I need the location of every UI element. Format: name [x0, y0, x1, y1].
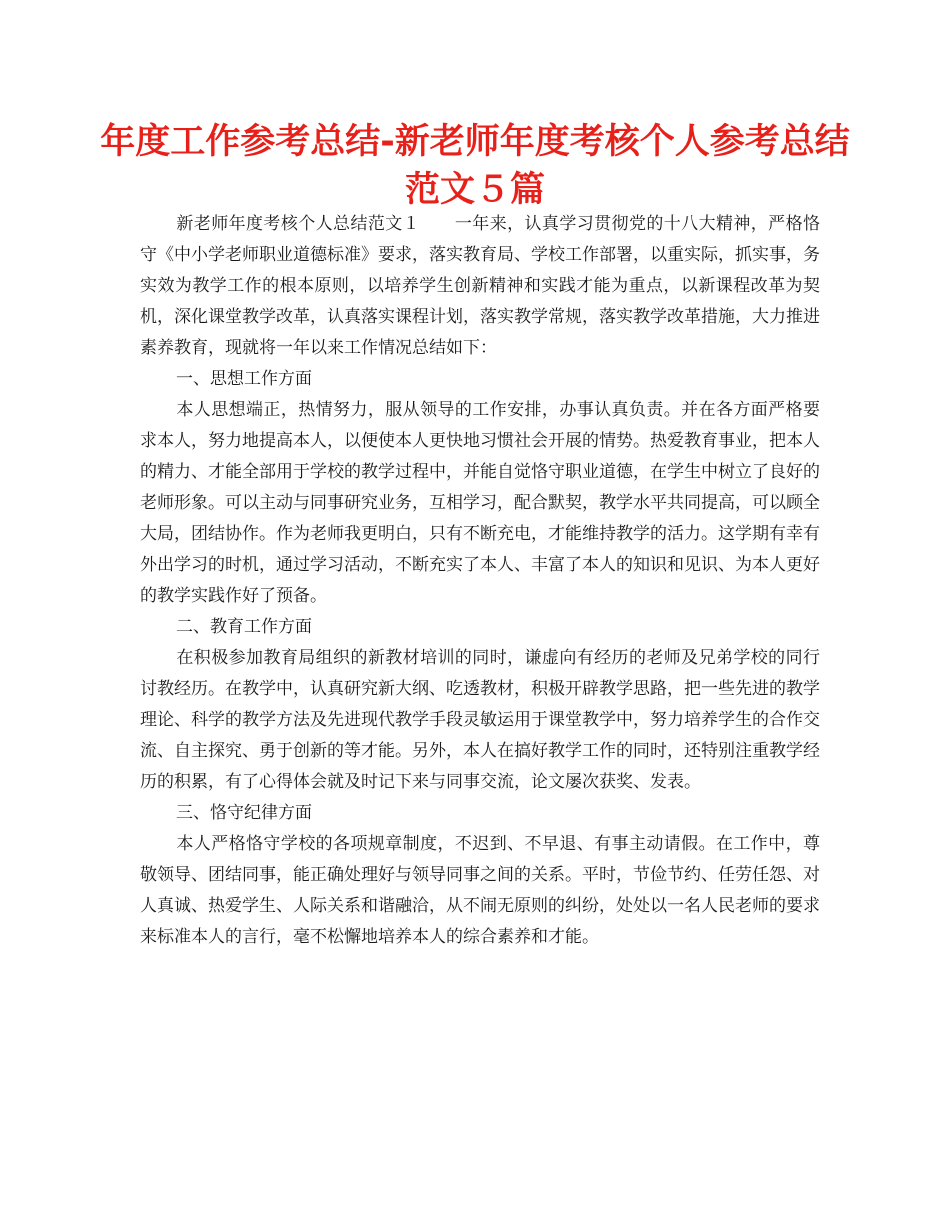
intro-text: 新老师年度考核个人总结范文１ 一年来，认真学习贯彻党的十八大精神，严格恪守《中小学老师职业道德标准》要求，落实教育局、学校工作部署，以重实际，抓实事，务实效为教学工作的根本原则，以培养学生创新精神和实践才能为重点，以新课程改革为契机，深化课堂教学改革，认真落实课程计划，落实教学常规，落实教学改革措施，大力推进素养教育，现就将一年以来工作情况总结如下：: [140, 214, 820, 358]
section-paragraph-text: 本人思想端正，热情努力，服从领导的工作安排，办事认真负责。并在各方面严格要求本人，努力地提高本人，以便使本人更快地习惯社会开展的情势。热爱教育事业，把本人的精力、才能全部用于学校的教学过程中，并能自觉恪守职业道德，在学生中树立了良好的老师形象。可以主动与同事研究业务，互相学习，配合默契，教学水平共同提高，可以顾全大局，团结协作。作为老师我更明白，只有不断充电，才能维持教学的活力。这学期有幸有外出学习的时机，通过学习活动，不断充实了本人、丰富了本人的知识和见识、为本人更好的教学实践作好了预备。: [140, 400, 820, 606]
section-heading-text: 一、思想工作方面: [176, 369, 312, 389]
document-title-line-2: 范文５篇: [404, 170, 545, 210]
section-paragraph-text: 本人严格恪守学校的各项规章制度，不迟到、不早退、有事主动请假。在工作中，尊敬领导、团结同事，能正确处理好与领导同事之间的关系。平时，节俭节约、任劳任怨、对人真诚、热爱学生、人际关系和谐融洽，从不闹无原则的纠纷，处处以一名人民老师的要求来标准本人的言行，毫不松懈地培养本人的综合素养和才能。: [140, 834, 820, 947]
section-paragraph-text: 在积极参加教育局组织的新教材培训的同时，谦虚向有经历的老师及兄弟学校的同行讨教经历。在教学中，认真研究新大纲、吃透教材，积极开辟教学思路，把一些先进的教学理论、科学的教学方法及先进现代教学手段灵敏运用于课堂教学中，努力培养学生的合作交流、自主探究、勇于创新的等才能。另外，本人在搞好教学工作的同时，还特别注重教学经历的积累，有了心得体会就及时记下来与同事交流，论文屡次获奖、发表。: [140, 648, 820, 792]
section-heading: [140, 798, 820, 829]
section-paragraph: [140, 643, 820, 798]
section-heading-text: 二、教育工作方面: [176, 617, 312, 637]
intro-paragraph: [140, 209, 820, 364]
section-paragraph: [140, 829, 820, 953]
section-heading-text: 三、恪守纪律方面: [176, 803, 312, 823]
section-heading: [140, 612, 820, 643]
document-title-line-1: 年度工作参考总结-新老师年度考核个人参考总结: [100, 122, 850, 162]
section-heading: [140, 364, 820, 395]
section-paragraph: [140, 395, 820, 612]
document-body: [140, 209, 820, 953]
